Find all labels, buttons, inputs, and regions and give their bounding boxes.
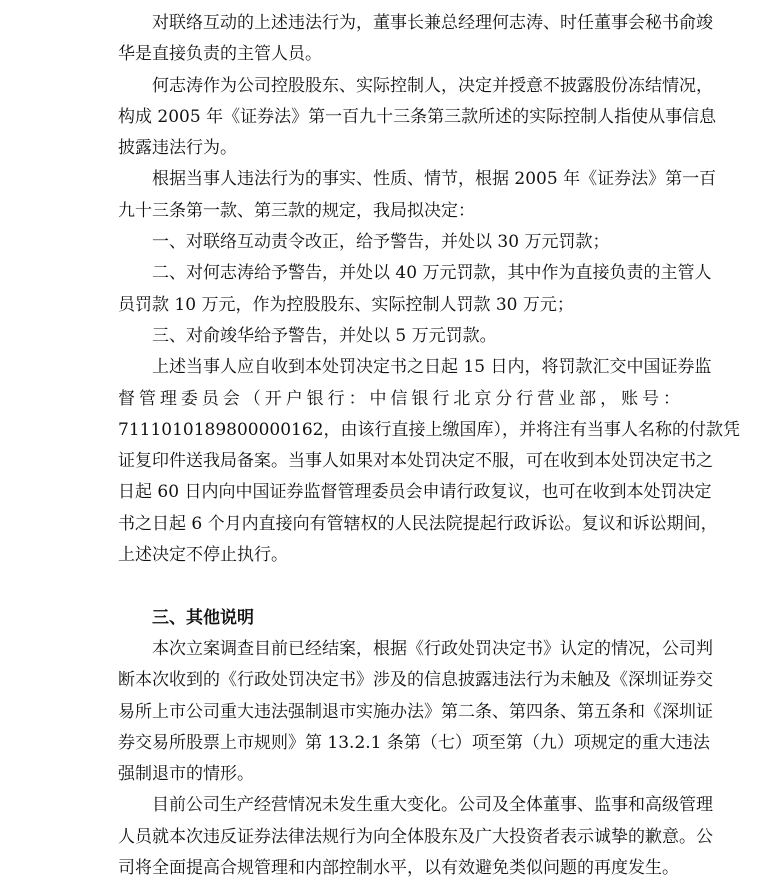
- text-line: 华是直接负责的主管人员。: [118, 44, 322, 65]
- text-line: 九十三条第一款、第三款的规定，我局拟决定：: [118, 200, 475, 221]
- paragraph: [118, 227, 680, 258]
- text-line: 人员就本次违反证券法律法规行为向全体股东及广大投资者表示诚挚的歉意。公: [118, 826, 713, 847]
- document-body: [118, 8, 741, 884]
- text-line: 司将全面提高合规管理和内部控制水平，以有效避免类似问题的再度发生。: [118, 858, 679, 879]
- paragraph: [118, 164, 717, 227]
- paragraph: [118, 790, 713, 884]
- paragraph: [118, 321, 680, 352]
- spacer: [118, 571, 680, 602]
- text-line: 员罚款 10 万元，作为控股股东、实际控制人罚款 30 万元；: [118, 294, 574, 315]
- text-line: 一、对联络互动责令改正，给予警告，并处以 30 万元罚款；: [152, 232, 610, 253]
- text-line: 强制退市的情形。: [118, 764, 254, 785]
- text-line: 日起 60 日内向中国证券监督管理委员会申请行政复议，也可在收到本处罚决定: [118, 482, 712, 503]
- text-line: 何志涛作为公司控股股东、实际控制人，决定并授意不披露股份冻结情况，: [152, 75, 713, 96]
- text-line: 二、对何志涛给予警告，并处以 40 万元罚款，其中作为直接负责的主管人: [152, 263, 712, 284]
- paragraph: [118, 352, 741, 571]
- section-heading: 三、其他说明: [152, 607, 254, 628]
- other-notes-section: [118, 634, 713, 884]
- text-line: 书之日起 6 个月内直接向有管辖权的人民法院提起行政诉讼。复议和诉讼期间，: [118, 513, 718, 534]
- text-line: 三、对俞竣华给予警告，并处以 5 万元罚款。: [152, 325, 497, 346]
- text-line: 根据当事人违法行为的事实、性质、情节，根据 2005 年《证券法》第一百: [152, 169, 717, 190]
- text-line: 证复印件送我局备案。当事人如果对本处罚决定不服，可在收到本处罚决定书之: [118, 451, 713, 472]
- text-line: 本次立案调查目前已经结案，根据《行政处罚决定书》认定的情况，公司判: [152, 638, 713, 659]
- text-line: 上述当事人应自收到本处罚决定书之日起 15 日内，将罚款汇交中国证券监: [152, 357, 712, 378]
- text-line: 券交易所股票上市规则》第 13.2.1 条第（七）项至第（九）项规定的重大违法: [118, 732, 710, 753]
- text-line: 上述决定不停止执行。: [118, 545, 288, 566]
- paragraph: [118, 71, 717, 165]
- text-line: 目前公司生产经营情况未发生重大变化。公司及全体董事、监事和高级管理: [152, 795, 713, 816]
- text-line: 披露违法行为。: [118, 138, 237, 159]
- paragraph: [118, 8, 713, 71]
- text-line: 断本次收到的《行政处罚决定书》涉及的信息披露违法行为未触及《深圳证券交: [118, 670, 713, 691]
- penalty-section: [118, 8, 741, 571]
- text-line: 督管理委员会（开户银行：中信银行北京分行营业部，账号：: [118, 388, 680, 409]
- text-line: 构成 2005 年《证券法》第一百九十三条第三款所述的实际控制人指使从事信息: [118, 106, 717, 127]
- paragraph: [118, 634, 713, 790]
- text-line: 7111010189800000162，由该行直接上缴国库），并将注有当事人名称的付款凭: [118, 419, 741, 440]
- paragraph: [118, 258, 712, 321]
- text-line: 易所上市公司重大违法强制退市实施办法》第二条、第四条、第五条和《深圳证: [118, 701, 713, 722]
- text-line: 对联络互动的上述违法行为，董事长兼总经理何志涛、时任董事会秘书俞竣: [152, 13, 713, 33]
